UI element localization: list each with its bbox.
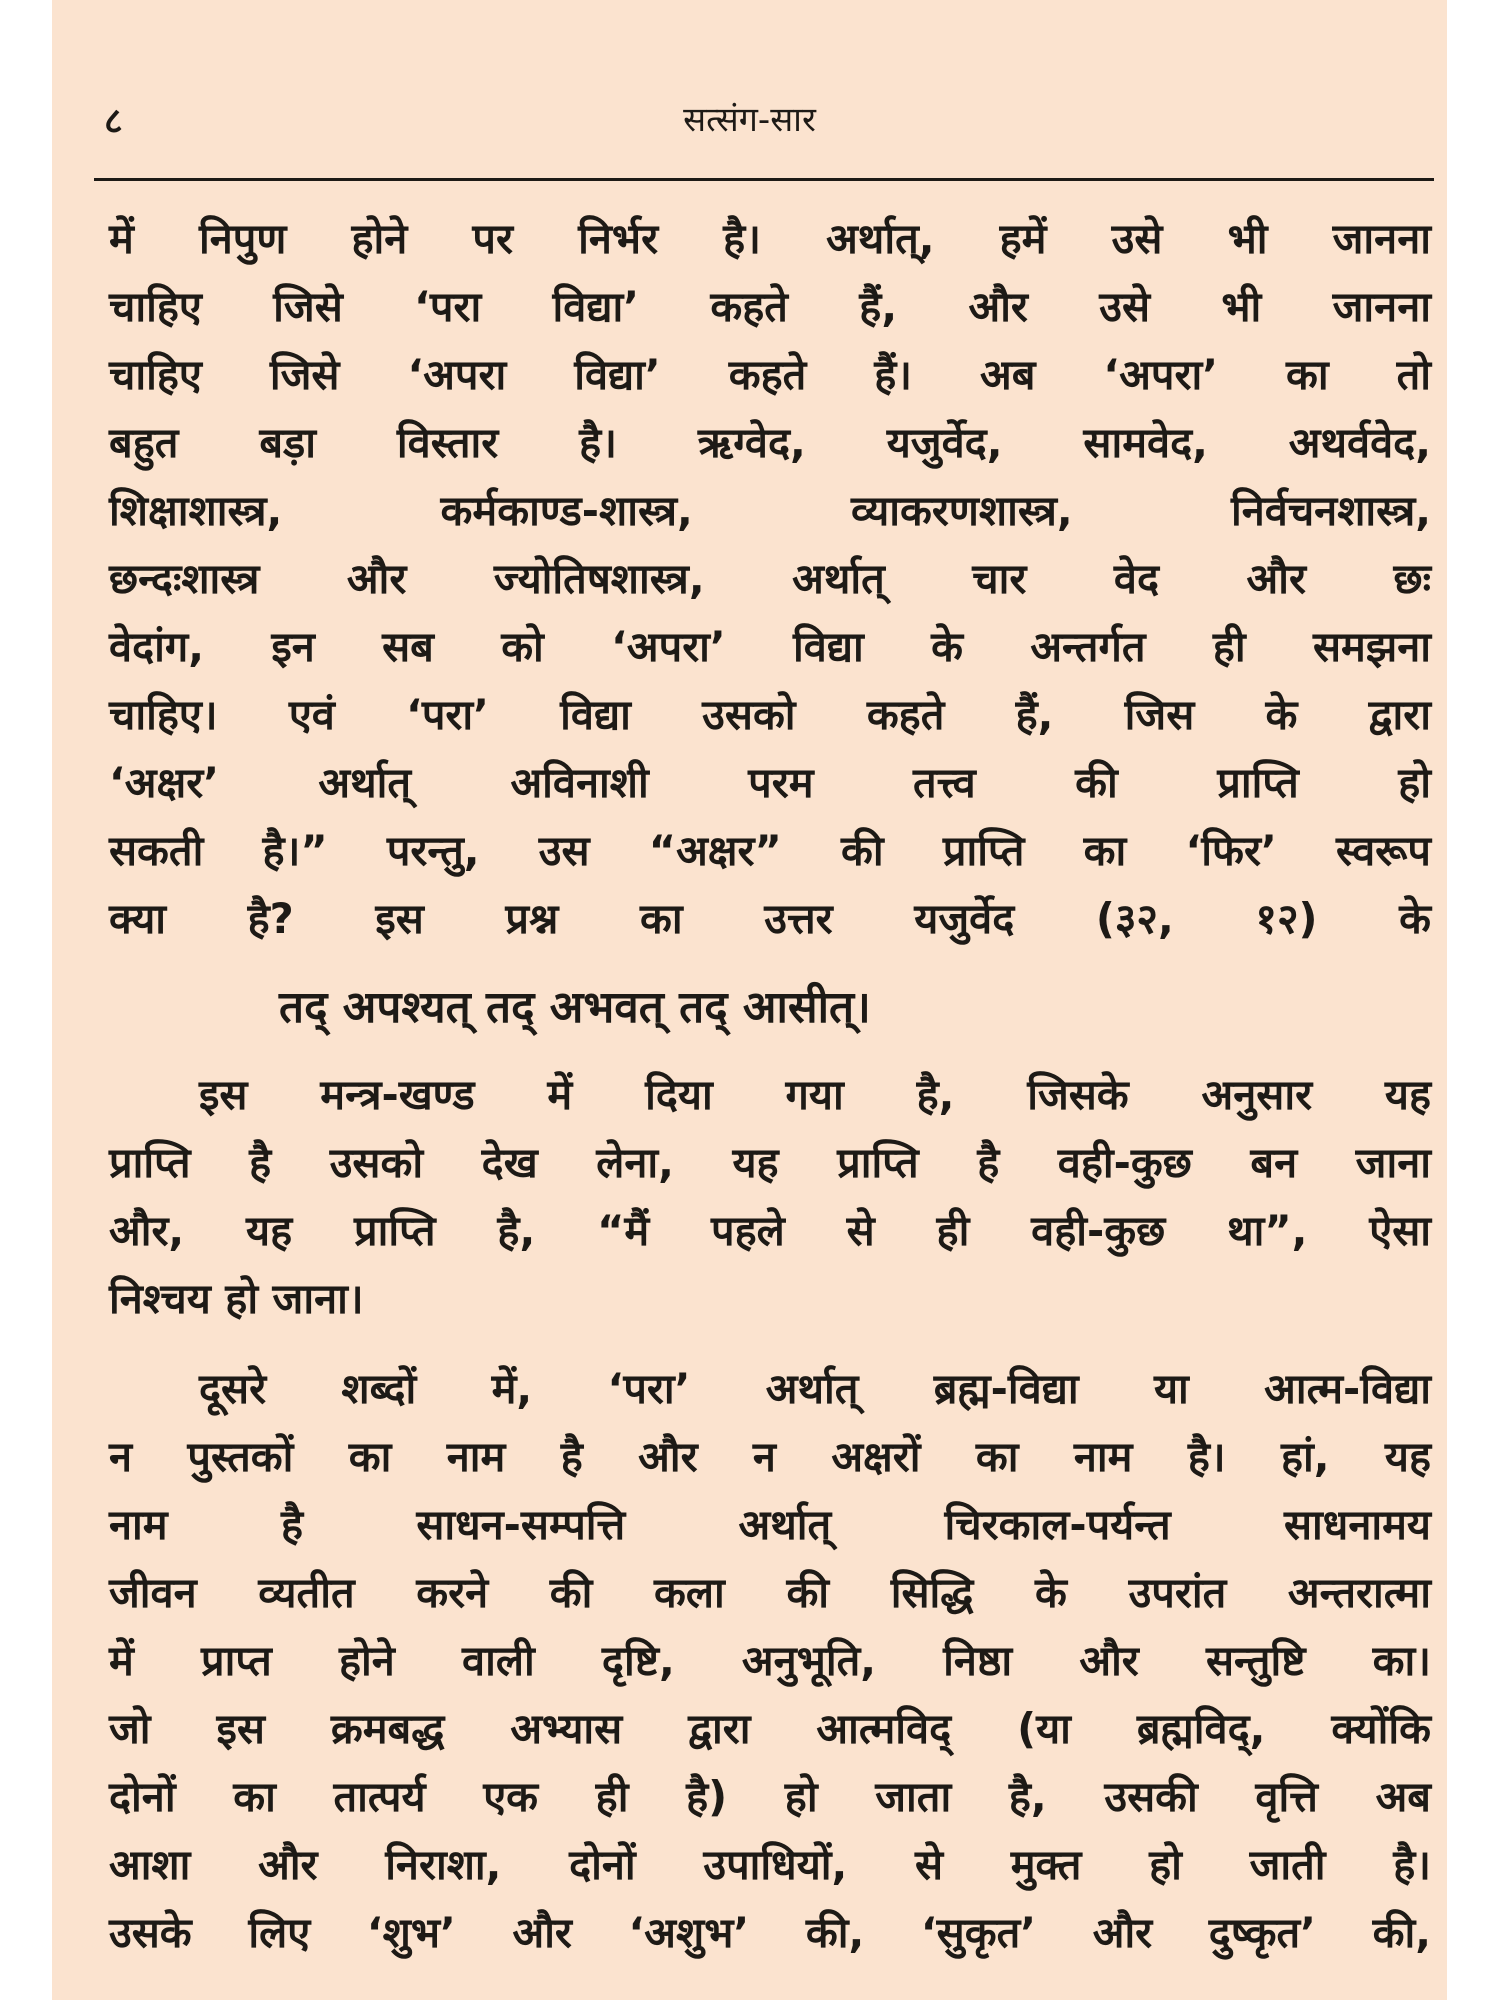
running-title: सत्संग-सार [683, 100, 816, 140]
text-line: आशा और निराशा, दोनों उपाधियों, से मुक्त हो जाती है। [109, 1840, 1431, 1889]
text-line: चाहिए। एवं ‘परा’ विद्या उसको कहते हैं, जिस के द्वारा [109, 690, 1431, 739]
text-line: निश्चय हो जाना। [109, 1274, 364, 1323]
paragraph-1 [109, 205, 1431, 953]
paragraph-3 [109, 1355, 1431, 1967]
text-line: बहुत बड़ा विस्तार है। ऋग्वेद, यजुर्वेद, सामवेद, अथर्ववेद, [109, 418, 1431, 467]
text-line: न पुस्तकों का नाम है और न अक्षरों का नाम है। हां, यह [109, 1432, 1431, 1481]
text-line: उसके लिए ‘शुभ’ और ‘अशुभ’ की, ‘सुकृत’ और दुष्कृत’ की, [109, 1908, 1431, 1957]
text-line: और, यह प्राप्ति है, “मैं पहले से ही वही-कुछ था”, ऐसा [109, 1206, 1431, 1255]
mantra-quote [109, 973, 1431, 1043]
text-line: चाहिए जिसे ‘परा विद्या’ कहते हैं, और उसे भी जानना [109, 282, 1431, 331]
book-page [52, 0, 1447, 2000]
text-line: छन्दःशास्त्र और ज्योतिषशास्त्र, अर्थात् चार वेद और छः [109, 554, 1431, 603]
text-line: प्राप्ति है उसको देख लेना, यह प्राप्ति है वही-कुछ बन जाना [109, 1138, 1431, 1187]
text-line: नाम है साधन-सम्पत्ति अर्थात् चिरकाल-पर्यन्त साधनामय [109, 1500, 1431, 1549]
text-line: क्या है? इस प्रश्न का उत्तर यजुर्वेद (३२, १२) के [109, 894, 1431, 943]
page-header [52, 95, 1447, 155]
page-body [109, 205, 1431, 1967]
header-rule [94, 178, 1434, 181]
text-line: चाहिए जिसे ‘अपरा विद्या’ कहते हैं। अब ‘अपरा’ का तो [109, 350, 1431, 399]
text-line: वेदांग, इन सब को ‘अपरा’ विद्या के अन्तर्गत ही समझना [109, 622, 1431, 671]
paragraph-gap [109, 1333, 1431, 1355]
text-line: में निपुण होने पर निर्भर है। अर्थात्, हमें उसे भी जानना [109, 214, 1431, 263]
mantra-line: तद् अपश्यत् तद् अभवत् तद् आसीत्। [279, 982, 871, 1033]
page-number: ८ [104, 101, 123, 142]
text-line: दूसरे शब्दों में, ‘परा’ अर्थात् ब्रह्म-विद्या या आत्म-विद्या [199, 1364, 1431, 1413]
text-line: में प्राप्त होने वाली दृष्टि, अनुभूति, निष्ठा और सन्तुष्टि का। [109, 1636, 1431, 1685]
text-line: इस मन्त्र-खण्ड में दिया गया है, जिसके अनुसार यह [199, 1070, 1431, 1119]
text-line: जीवन व्यतीत करने की कला की सिद्धि के उपरांत अन्तरात्मा [109, 1568, 1431, 1617]
paragraph-2 [109, 1061, 1431, 1333]
text-line: ‘अक्षर’ अर्थात् अविनाशी परम तत्त्व की प्राप्ति हो [109, 758, 1431, 807]
text-line: जो इस क्रमबद्ध अभ्यास द्वारा आत्मविद् (या ब्रह्मविद्, क्योंकि [109, 1704, 1431, 1753]
text-line: दोनों का तात्पर्य एक ही है) हो जाता है, उसकी वृत्ति अब [109, 1772, 1431, 1821]
text-line: शिक्षाशास्त्र, कर्मकाण्ड-शास्त्र, व्याकरणशास्त्र, निर्वचनशास्त्र, [109, 486, 1431, 535]
text-line: सकती है।” परन्तु, उस “अक्षर” की प्राप्ति का ‘फिर’ स्वरूप [109, 826, 1431, 875]
